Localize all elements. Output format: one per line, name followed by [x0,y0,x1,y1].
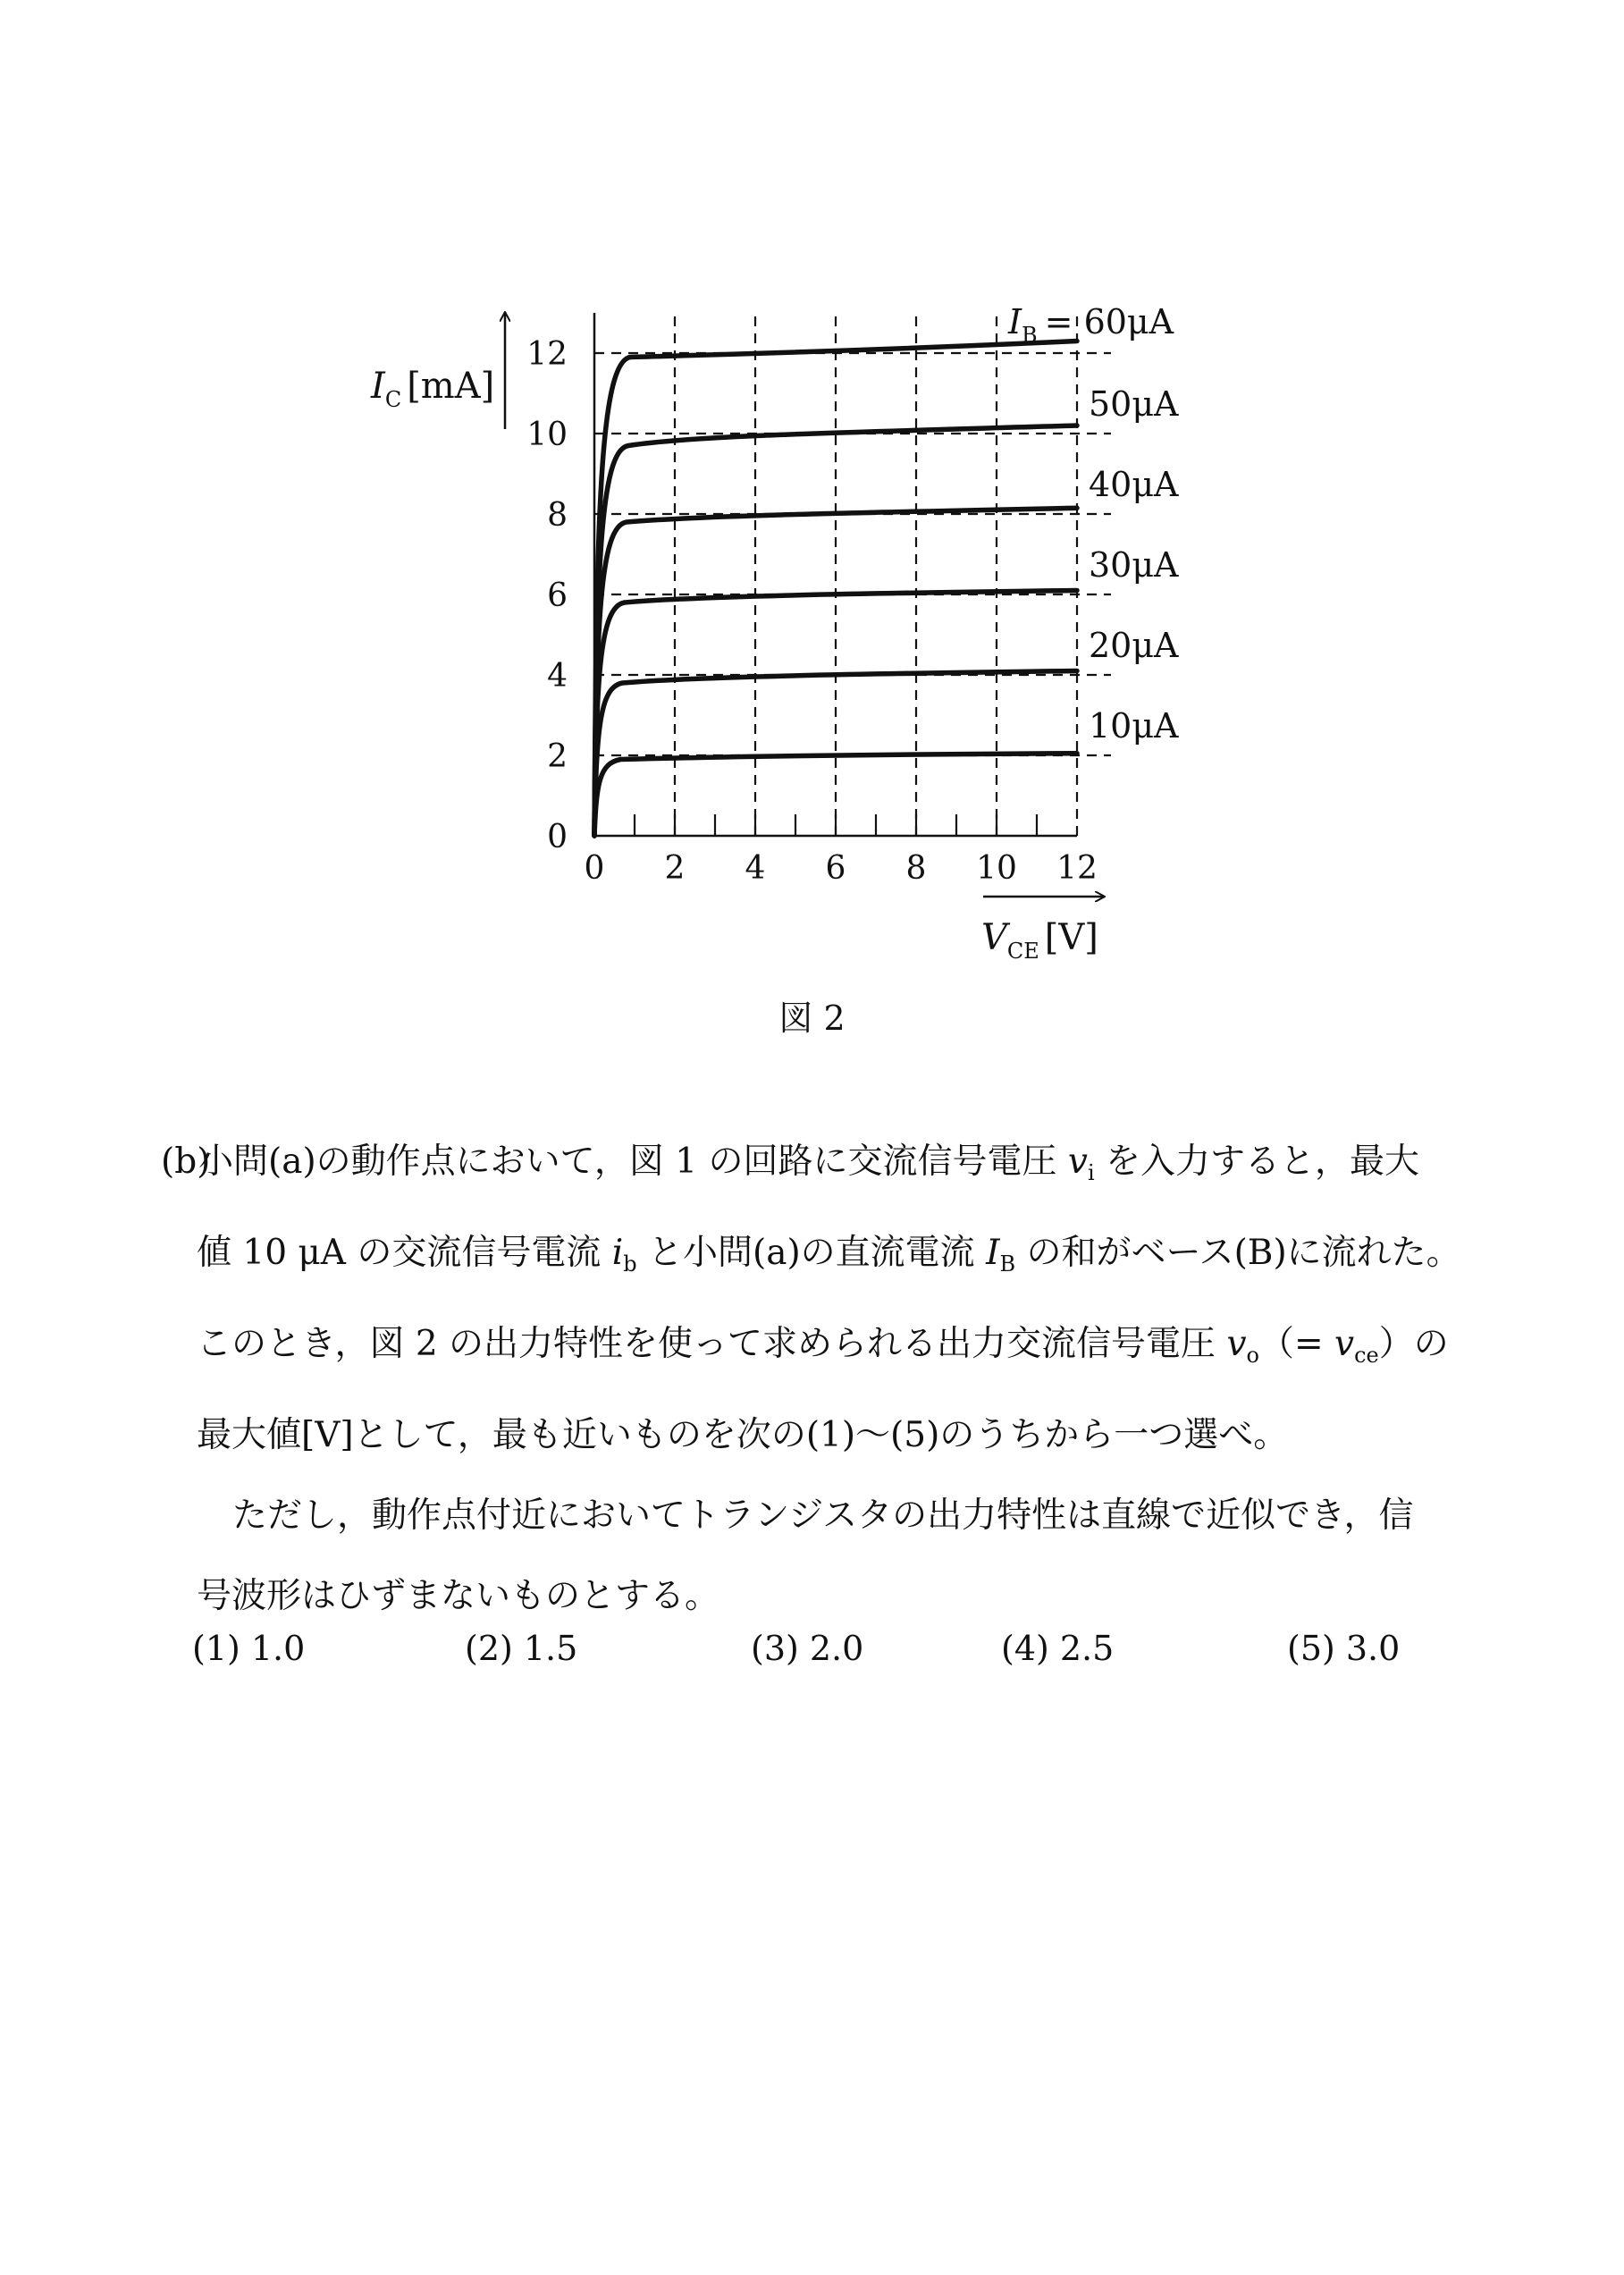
choice-4[interactable]: (4) 2.5 [1001,1629,1115,1668]
question-line-5: ただし，動作点付近においてトランジスタの出力特性は直線で近似でき，信 [232,1496,1414,1536]
chart-ticks [635,814,1037,836]
ic-vce-characteristics-chart [0,0,1624,983]
x-tick-label: 12 [1056,850,1098,887]
choice-3[interactable]: (3) 2.0 [751,1629,864,1668]
series-label-50μA: 50μA [1089,384,1179,424]
series-label-10μA: 10μA [1089,706,1179,746]
x-tick-label: 4 [745,850,766,887]
choice-1[interactable]: (1) 1.0 [192,1629,306,1668]
question-line-1: (b)小問(a)の動作点において，図 1 の回路に交流信号電圧 $v_i$ を入力すると，最大 [161,1122,1537,1213]
x-axis-label: $V_{CE}$ [V] [981,917,1098,964]
var-ib: i [611,1233,624,1273]
chart-labels [370,302,1179,964]
answer-choices [192,1629,1533,1682]
y-tick-label: 10 [526,417,568,453]
series-label-60μA: $I_B = 60\mu A$ [1008,302,1174,348]
question-line-4: 最大値[V]として，最も近いものを次の(1)〜(5)のうちから一つ選べ。 [197,1415,1289,1455]
x-tick-label: 6 [825,850,846,887]
series-label-40μA: 40μA [1089,465,1179,504]
y-tick-label: 8 [547,497,568,534]
var-IB: I [986,1233,1000,1273]
choice-5[interactable]: (5) 3.0 [1287,1629,1401,1668]
question-b [161,1122,1537,1637]
var-vo: v [1226,1324,1247,1364]
x-tick-label: 8 [905,850,927,887]
figure-caption: 図 2 [778,998,846,1038]
choice-2[interactable]: (2) 1.5 [465,1629,578,1668]
series-label-20μA: 20μA [1089,626,1179,665]
x-tick-label: 2 [664,850,686,887]
var-vce: v [1334,1324,1355,1364]
question-line-6: 号波形はひずまないものとする。 [197,1576,720,1616]
question-line-3: このとき，図 2 の出力特性を使って求められる出力交流信号電圧 $v_o(= v_{ce})$の [197,1324,1449,1368]
question-number: (b) [161,1142,211,1182]
y-tick-label: 0 [547,819,568,855]
x-tick-label: 0 [584,850,605,887]
y-tick-label: 12 [526,336,568,373]
series-label-30μA: 30μA [1089,545,1179,585]
x-tick-label: 10 [976,850,1017,887]
y-tick-label: 2 [547,738,568,775]
y-tick-label: 4 [547,658,568,695]
var-vi: v [1067,1142,1088,1182]
question-line-2: 値 10 μA の交流信号電流 $i_b$ と小問(a)の直流電流 $I_B$ の和がベース(B)に流れた。 [197,1233,1461,1277]
y-tick-label: 6 [547,577,568,614]
y-axis-label: $I_C$ [mA] [371,366,495,412]
